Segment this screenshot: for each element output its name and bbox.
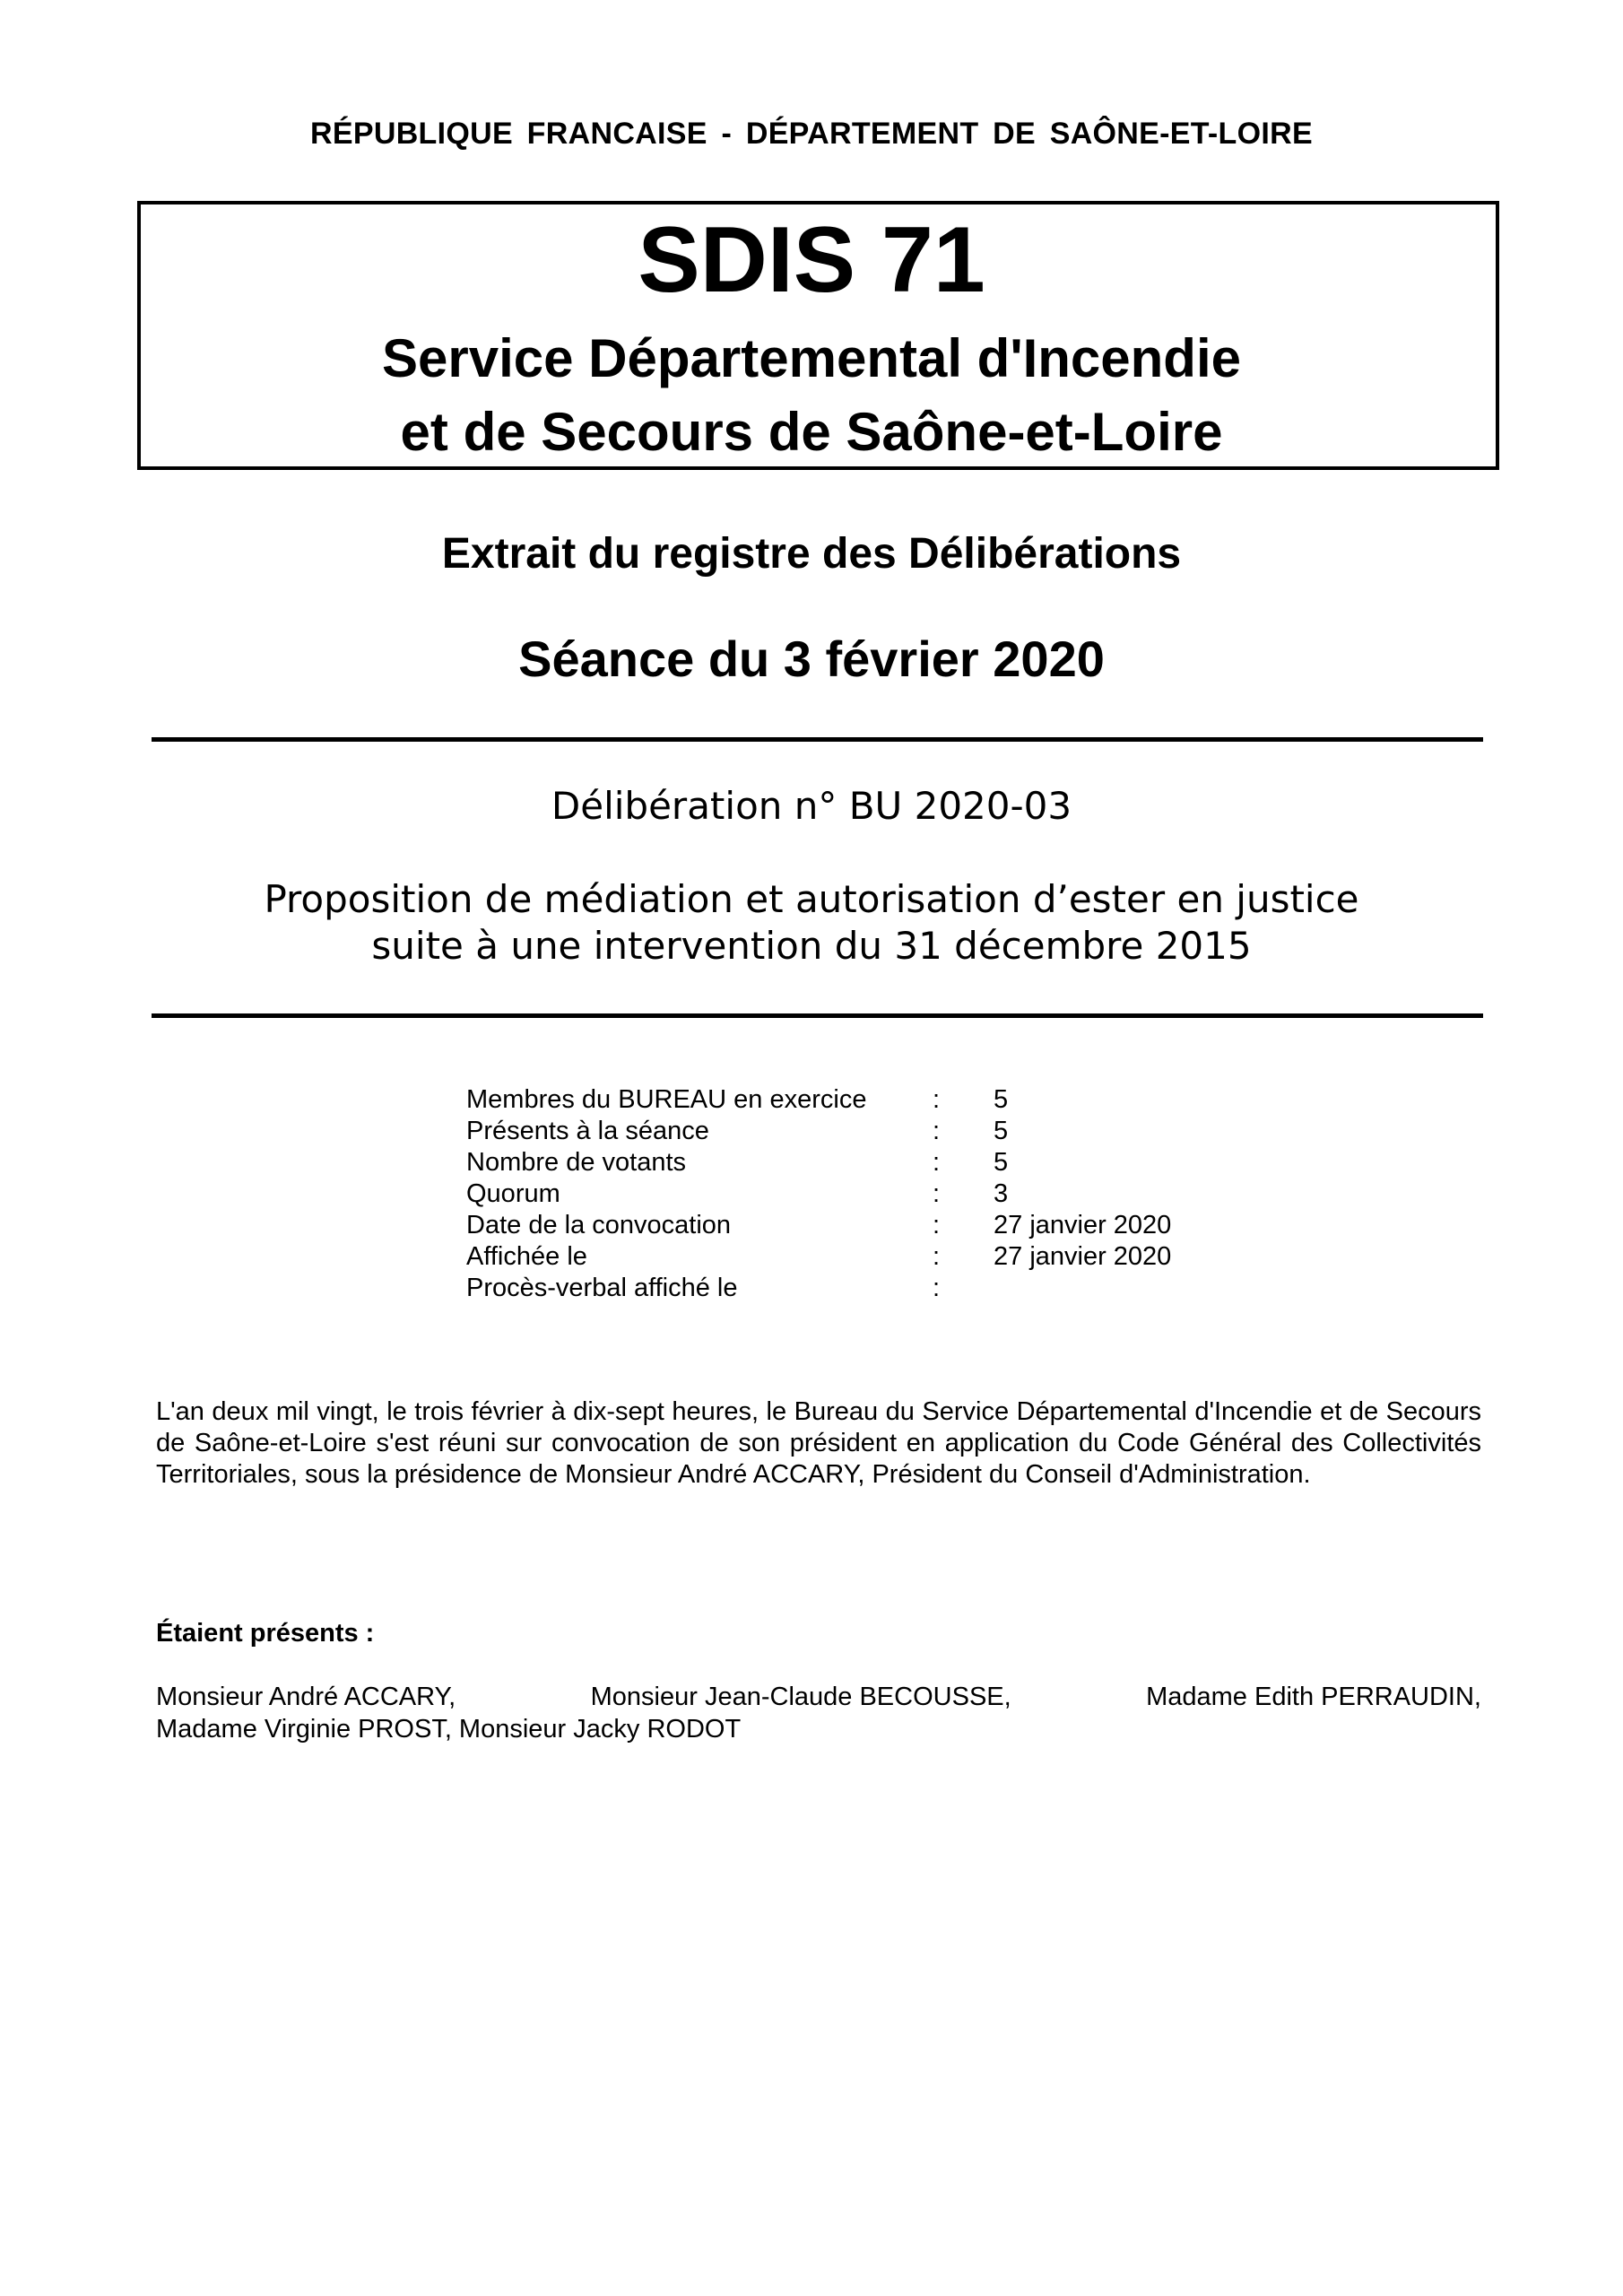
- stat-separator: :: [933, 1085, 941, 1114]
- stat-value: 5: [994, 1117, 1009, 1145]
- republic-header: RÉPUBLIQUE FRANCAISE - DÉPARTEMENT DE SAÔNE-ET-LOIRE: [310, 117, 1313, 151]
- stat-separator: :: [933, 1274, 941, 1302]
- stat-separator: :: [933, 1148, 941, 1177]
- present-heading: Étaient présents :: [156, 1619, 375, 1648]
- org-name-line2: et de Secours de Saône-et-Loire: [400, 402, 1223, 462]
- attendee: Madame Virginie PROST, Monsieur Jacky RODOT: [156, 1715, 742, 1744]
- subject-line2: suite à une intervention du 31 décembre 2015: [371, 924, 1252, 968]
- stat-label: Affichée le: [466, 1242, 587, 1271]
- stat-value: 5: [994, 1148, 1009, 1177]
- stat-separator: :: [933, 1117, 941, 1145]
- stat-separator: :: [933, 1179, 941, 1208]
- deliberation-number: Délibération n° BU 2020-03: [551, 784, 1072, 828]
- stat-label: Date de la convocation: [466, 1211, 732, 1239]
- org-acronym: SDIS 71: [638, 208, 985, 312]
- stat-label: Procès-verbal affiché le: [466, 1274, 738, 1302]
- preamble-paragraph: L'an deux mil vingt, le trois février à dix-sept heures, le Bureau du Service Départemental d'Incendie et de Secours de Saône-et-Loire s'est réuni sur convocation de son président en application du Code Général des Collectivités Territoriales, sous la présidence de Monsieur André ACCARY, Président du Conseil d'Administration.: [156, 1397, 1481, 1489]
- register-title: Extrait du registre des Délibérations: [441, 530, 1182, 578]
- stat-value: 3: [994, 1179, 1009, 1208]
- attendee-list: [156, 1681, 1481, 1745]
- stat-value: 5: [994, 1085, 1009, 1114]
- attendee: Madame Edith PERRAUDIN,: [1146, 1683, 1481, 1711]
- stat-value: 27 janvier 2020: [994, 1211, 1172, 1239]
- attendee: Monsieur Jean-Claude BECOUSSE,: [590, 1683, 1011, 1711]
- stat-separator: :: [933, 1211, 941, 1239]
- attendee-line: [156, 1681, 1481, 1713]
- divider: [152, 737, 1483, 742]
- stat-label: Membres du BUREAU en exercice: [466, 1085, 867, 1114]
- divider: [152, 1013, 1483, 1018]
- org-name-line1: Service Départemental d'Incendie: [382, 328, 1241, 388]
- session-date: Séance du 3 février 2020: [518, 631, 1105, 687]
- attendee: Monsieur André ACCARY,: [156, 1683, 456, 1711]
- stat-value: 27 janvier 2020: [994, 1242, 1172, 1271]
- stat-label: Nombre de votants: [466, 1148, 687, 1177]
- subject-line1: Proposition de médiation et autorisation d’ester en justice: [264, 877, 1359, 921]
- stat-label: Quorum: [466, 1179, 560, 1208]
- stat-label: Présents à la séance: [466, 1117, 709, 1145]
- stat-separator: :: [933, 1242, 941, 1271]
